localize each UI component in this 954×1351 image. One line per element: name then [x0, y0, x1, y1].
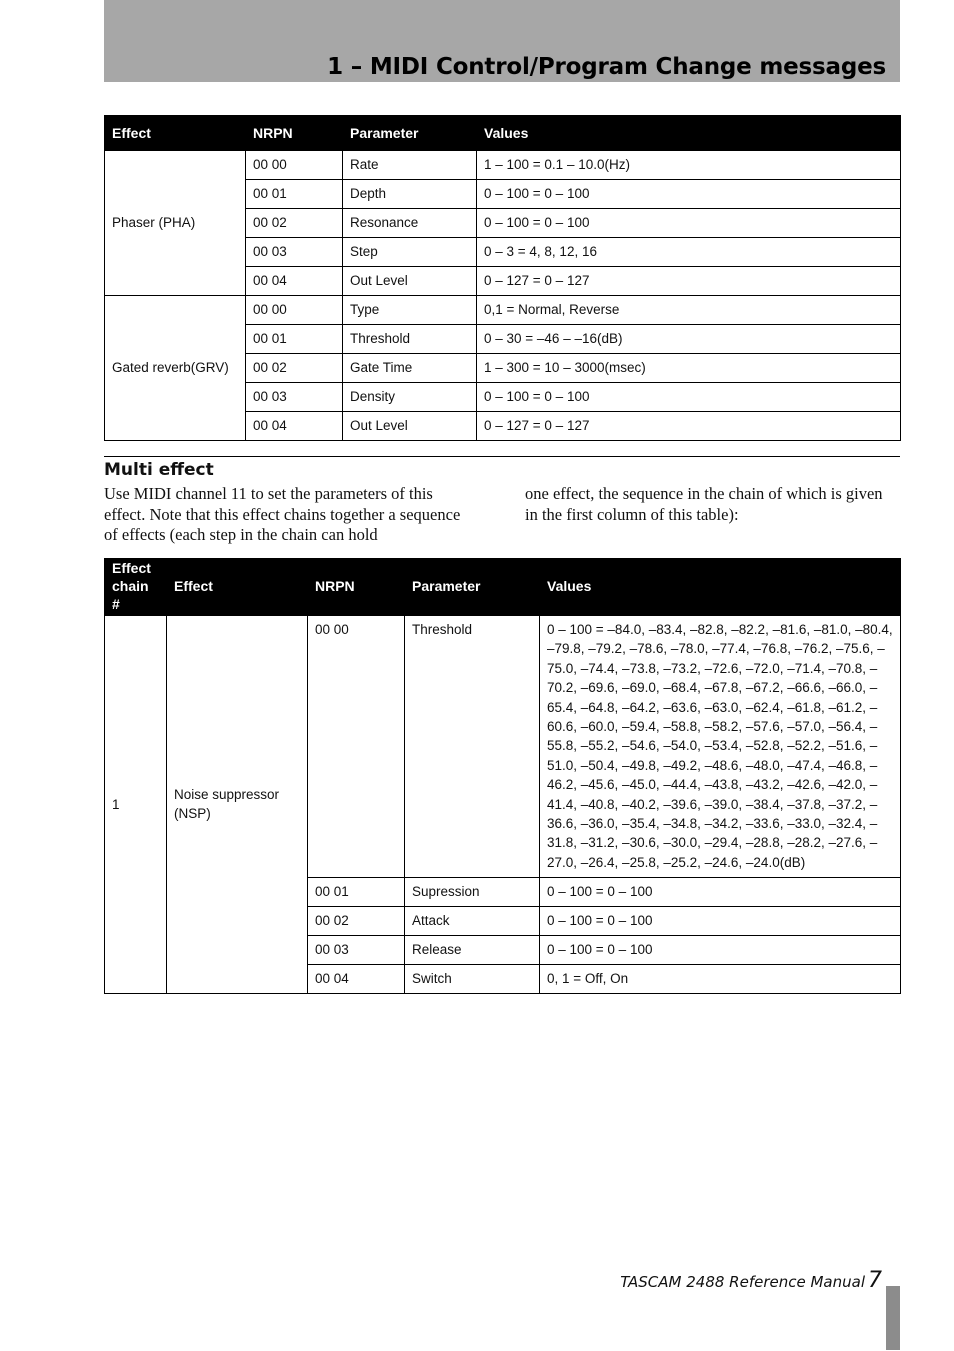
- column-header: Parameter: [405, 559, 540, 615]
- parameter-cell: Attack: [405, 907, 540, 936]
- column-header: Effect chain #: [105, 559, 167, 615]
- intro-paragraph: one effect, the sequence in the chain of which is given in the first column of this table):: [525, 484, 883, 524]
- values-cell: 1 – 100 = 0.1 – 10.0(Hz): [477, 151, 901, 180]
- table-header-row: [105, 559, 901, 615]
- nrpn-cell: 00 00: [246, 151, 343, 180]
- parameter-cell: Density: [343, 383, 477, 412]
- chain-number: 1: [105, 615, 167, 994]
- page-title: 1 – MIDI Control/Program Change messages: [327, 54, 886, 80]
- values-cell: 0,1 = Normal, Reverse: [477, 296, 901, 325]
- values-cell: 0, 1 = Off, On: [540, 965, 901, 994]
- parameter-cell: Gate Time: [343, 354, 477, 383]
- nrpn-cell: 00 00: [308, 615, 405, 878]
- parameter-cell: Step: [343, 238, 477, 267]
- parameter-cell: Depth: [343, 180, 477, 209]
- nrpn-cell: 00 02: [246, 209, 343, 238]
- phaser-gated-reverb-table: [104, 115, 901, 441]
- nrpn-cell: 00 04: [246, 267, 343, 296]
- values-cell: 0 – 100 = 0 – 100: [477, 180, 901, 209]
- values-cell: 0 – 127 = 0 – 127: [477, 412, 901, 441]
- table-row: [105, 615, 901, 878]
- nrpn-cell: 00 04: [246, 412, 343, 441]
- nrpn-cell: 00 01: [308, 878, 405, 907]
- nrpn-cell: 00 03: [308, 936, 405, 965]
- column-header: Effect: [105, 116, 246, 151]
- values-cell: 0 – 127 = 0 – 127: [477, 267, 901, 296]
- column-header: Parameter: [343, 116, 477, 151]
- parameter-cell: Out Level: [343, 267, 477, 296]
- page-number: 7: [868, 1268, 882, 1293]
- nrpn-cell: 00 03: [246, 383, 343, 412]
- nrpn-cell: 00 01: [246, 325, 343, 354]
- values-cell: 0 – 100 = 0 – 100: [540, 936, 901, 965]
- parameter-cell: Rate: [343, 151, 477, 180]
- multi-effect-table: [104, 558, 901, 994]
- values-cell: 0 – 100 = 0 – 100: [540, 907, 901, 936]
- parameter-cell: Switch: [405, 965, 540, 994]
- section-divider: [104, 456, 900, 457]
- parameter-cell: Supression: [405, 878, 540, 907]
- parameter-cell: Release: [405, 936, 540, 965]
- nrpn-cell: 00 02: [246, 354, 343, 383]
- effect-name: Phaser (PHA): [105, 151, 246, 296]
- header-band: [104, 0, 900, 82]
- nrpn-cell: 00 01: [246, 180, 343, 209]
- nrpn-cell: 00 03: [246, 238, 343, 267]
- column-header: Values: [540, 559, 901, 615]
- manual-title: TASCAM 2488 Reference Manual: [620, 1273, 865, 1291]
- values-cell: 0 – 100 = 0 – 100: [540, 878, 901, 907]
- values-cell: 0 – 3 = 4, 8, 12, 16: [477, 238, 901, 267]
- section-heading: Multi effect: [104, 460, 214, 480]
- column-header: NRPN: [308, 559, 405, 615]
- values-cell: 0 – 100 = 0 – 100: [477, 383, 901, 412]
- parameter-cell: Type: [343, 296, 477, 325]
- page-footer: [620, 1268, 882, 1293]
- values-cell: 0 – 30 = –46 – –16(dB): [477, 325, 901, 354]
- effect-name: Noise suppressor (NSP): [167, 615, 308, 994]
- values-cell: 0 – 100 = 0 – 100: [477, 209, 901, 238]
- column-header: Effect: [167, 559, 308, 615]
- table-header-row: [105, 116, 901, 151]
- nrpn-cell: 00 04: [308, 965, 405, 994]
- table-row: [105, 296, 901, 325]
- values-cell: 1 – 300 = 10 – 3000(msec): [477, 354, 901, 383]
- parameter-cell: Threshold: [343, 325, 477, 354]
- intro-paragraph: Use MIDI channel 11 to set the parameters of this effect. Note that this effect chains together a sequence of effects (each step in the chain can hold: [104, 484, 461, 544]
- table-row: [105, 151, 901, 180]
- effect-name: Gated reverb(GRV): [105, 296, 246, 441]
- column-header: NRPN: [246, 116, 343, 151]
- nrpn-cell: 00 00: [246, 296, 343, 325]
- values-cell: 0 – 100 = –84.0, –83.4, –82.8, –82.2, –81.6, –81.0, –80.4, –79.8, –79.2, –78.6, –78.0, –77.4, –76.8, –76.2, –75.6, –75.0, –74.4, –73.8, –73.2, –72.6, –72.0, –71.4, –70.8, –70.2, –69.6, –69.0, –68.4, –67.8, –67.2, –66.6, –66.0, –65.4, –64.8, –64.2, –63.6, –63.0, –62.4, –61.8, –61.2, –60.6, –60.0, –59.4, –58.8, –58.2, –57.6, –57.0, –56.4, –55.8, –55.2, –54.6, –54.0, –53.4, –52.8, –52.2, –51.6, –51.0, –50.4, –49.8, –49.2, –48.6, –48.0, –47.4, –46.8, –46.2, –45.6, –45.0, –44.4, –43.8, –43.2, –42.6, –42.0, –41.4, –40.8, –40.2, –39.6, –39.0, –38.4, –37.8, –37.2, –36.6, –36.0, –35.4, –34.8, –34.2, –33.6, –33.0, –32.4, –31.8, –31.2, –30.6, –30.0, –29.4, –28.8, –28.2, –27.6, –27.0, –26.4, –25.8, –25.2, –24.6, –24.0(dB): [540, 615, 901, 878]
- parameter-cell: Threshold: [405, 615, 540, 878]
- nrpn-cell: 00 02: [308, 907, 405, 936]
- page-edge-tab: [886, 1286, 900, 1350]
- parameter-cell: Resonance: [343, 209, 477, 238]
- column-header: Values: [477, 116, 901, 151]
- parameter-cell: Out Level: [343, 412, 477, 441]
